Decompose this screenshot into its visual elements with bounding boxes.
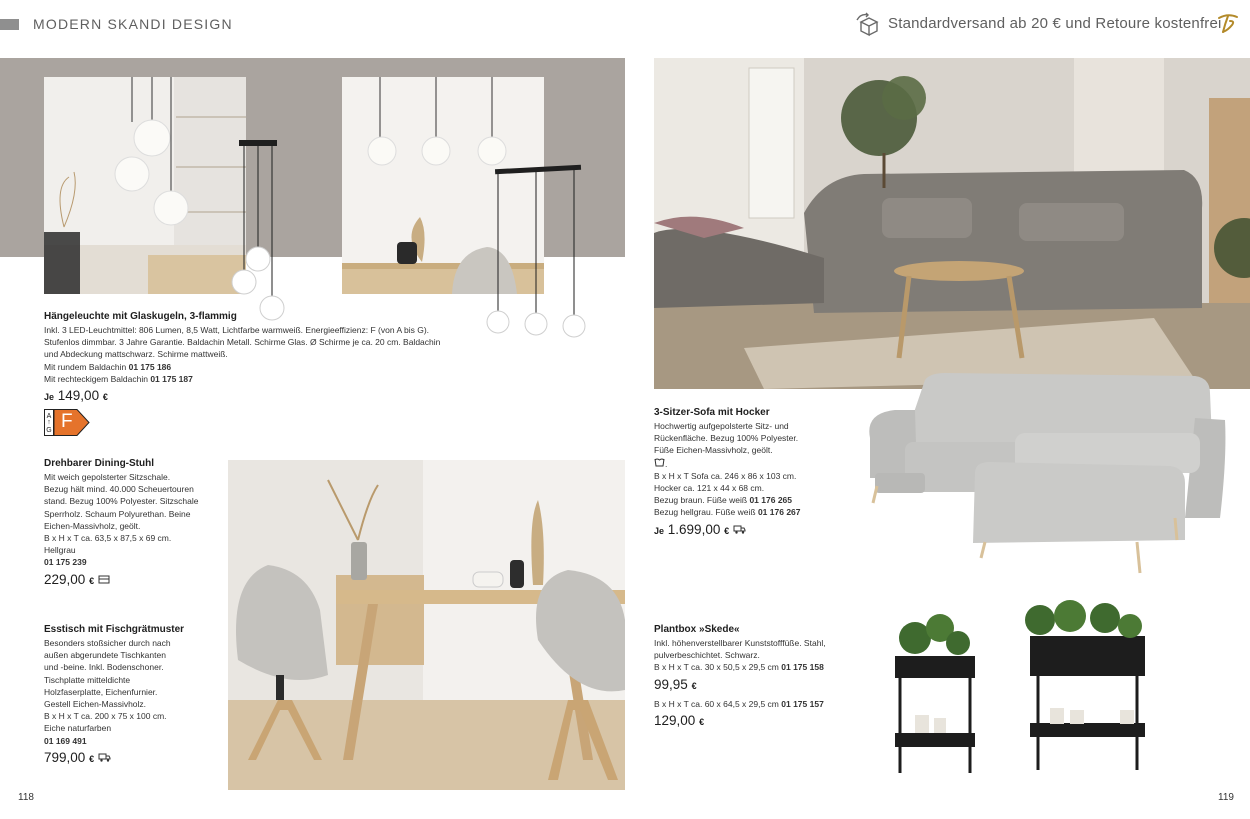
lamp-variant-2: Mit rechteckigem Baldachin 01 175 187 bbox=[44, 373, 193, 384]
plantbox-size-1: B x H x T ca. 30 x 50,5 x 29,5 cm 01 175 158 bbox=[654, 662, 824, 673]
lamp-rect-canopy-image bbox=[483, 162, 588, 347]
plantbox-title: Plantbox »Skede« bbox=[654, 624, 740, 635]
chair-description: Mit weich gepolsterter Sitzschale. Bezug hält mind. 40.000 Scheuertouren stand. Bezug 100% Polyester. Sitzschale Sperrholz. Schaum Polyurethan. Beine Eichen-Massivholz, geölt. B x H x T ca. 63,5 x 87,5 x 69 cm. Hellgrau bbox=[44, 472, 199, 556]
sofa-variant-1: Bezug braun. Füße weiß 01 176 265 bbox=[654, 495, 792, 506]
chair-title: Drehbarer Dining-Stuhl bbox=[44, 458, 155, 469]
sofa-feet: Füße Eichen-Massivholz, geölt. . bbox=[654, 445, 773, 469]
header-accent-bar bbox=[0, 19, 19, 30]
section-title: MODERN SKANDI DESIGN bbox=[33, 16, 233, 32]
svg-text:A: A bbox=[46, 413, 52, 420]
delivery-truck-icon bbox=[733, 522, 746, 537]
dining-room-photo bbox=[228, 460, 625, 790]
sofa-price: Je 1.699,00 € bbox=[654, 522, 844, 537]
sofa-variant-2: Bezug hellgrau. Füße weiß 01 176 267 bbox=[654, 507, 801, 518]
parcel-icon bbox=[98, 572, 110, 587]
lamp-product-image bbox=[229, 140, 289, 330]
plantbox-size-2: B x H x T ca. 60 x 64,5 x 29,5 cm 01 175 157 bbox=[654, 698, 824, 709]
chair-order-number: 01 175 239 bbox=[44, 557, 87, 568]
delivery-truck-icon bbox=[98, 750, 111, 765]
plantbox-order-number-1: 01 175 158 bbox=[781, 662, 824, 673]
plantbox-price-2: 129,00 € bbox=[654, 712, 705, 728]
table-title: Esstisch mit Fischgrätmuster bbox=[44, 624, 185, 635]
lamp-product-info bbox=[44, 311, 484, 403]
washable-cover-icon bbox=[654, 459, 665, 469]
brand-logo-icon bbox=[1216, 11, 1240, 40]
plantbox-product-image bbox=[890, 598, 1160, 788]
svg-text:↑: ↑ bbox=[47, 419, 51, 426]
plantbox-price-1: 99,95 € bbox=[654, 676, 697, 692]
table-price: 799,00 € bbox=[44, 750, 224, 765]
lamp-order-number-1: 01 175 186 bbox=[128, 361, 172, 372]
sofa-title: 3-Sitzer-Sofa mit Hocker bbox=[654, 407, 770, 418]
table-product-info bbox=[44, 624, 224, 765]
lamp-title: Hängeleuchte mit Glaskugeln, 3-flammig bbox=[44, 311, 237, 322]
sofa-description: Hochwertig aufgepolsterte Sitz- und Rückenfläche. Bezug 100% Polyester. bbox=[654, 421, 799, 444]
plantbox-product-info bbox=[654, 624, 884, 728]
lamp-room-photo bbox=[44, 77, 246, 294]
sofa-order-number-2: 01 176 267 bbox=[757, 507, 801, 518]
table-description: Besonders stoßsicher durch nach außen abgerundete Tischkanten und -beine. Inkl. Bodenschoner. Tischplatte mitteldichte Holzfaserplatte, Eichenfurnier. Gestell Eichen-Massivholz. B x H x T ca. 200 x 75 x 100 cm. Eiche naturfarben bbox=[44, 638, 171, 734]
plantbox-description: Inkl. höhenverstellbarer Kunststofffüße. Stahl, pulverbeschichtet. Schwarz. bbox=[654, 638, 826, 661]
sofa-order-number-1: 01 176 265 bbox=[749, 495, 792, 506]
lamp-variant-1: Mit rundem Baldachin 01 175 186 bbox=[44, 361, 172, 372]
lamp-description: Inkl. 3 LED-Leuchtmittel: 806 Lumen, 8,5 Watt, Lichtfarbe warmweiß. Energieeffizienz: F (von A bis G). Stufenlos dimmbar. 3 Jahre Garantie. Baldachin Metall. Schirme Glas. Ø Schirme je ca. 20 cm. Baldachin und Abdeckung mattschwarz. Schirme mattweiß. bbox=[44, 325, 441, 360]
sofa-product-info bbox=[654, 407, 844, 537]
sofa-product-image bbox=[855, 368, 1230, 583]
page-number-left: 118 bbox=[18, 792, 34, 803]
sofa-dimensions: B x H x T Sofa ca. 246 x 86 x 103 cm. Hocker ca. 121 x 44 x 68 cm. bbox=[654, 470, 797, 494]
living-room-photo bbox=[654, 58, 1250, 389]
lamp-price: Je 149,00 € bbox=[44, 388, 108, 404]
chair-price: 229,00 € bbox=[44, 572, 224, 587]
svg-text:G: G bbox=[46, 427, 52, 434]
shipping-info: Standardversand ab 20 € und Retoure kostenfrei bbox=[888, 15, 1222, 32]
table-order-number: 01 169 491 bbox=[44, 735, 87, 746]
page-number-right: 119 bbox=[1218, 792, 1234, 803]
chair-product-info bbox=[44, 458, 224, 587]
lamp-order-number-2: 01 175 187 bbox=[150, 373, 193, 384]
energy-class: F bbox=[61, 411, 73, 432]
plantbox-order-number-2: 01 175 157 bbox=[781, 698, 824, 709]
parcel-return-icon bbox=[855, 12, 883, 43]
energy-label-icon bbox=[44, 409, 90, 441]
